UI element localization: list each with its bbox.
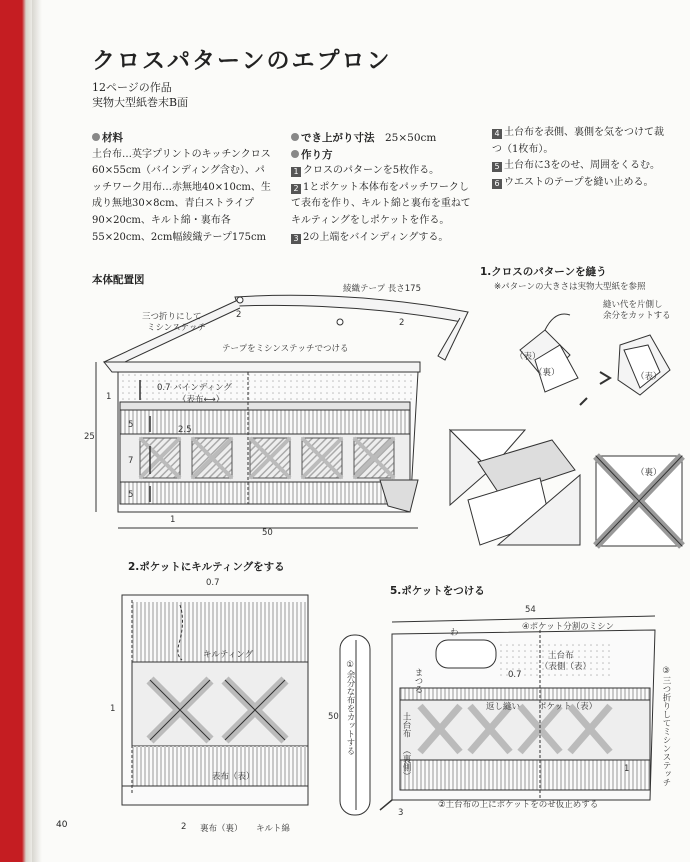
step5-base-back2-label: （裏側） xyxy=(401,746,411,780)
dim-5a: 5 xyxy=(128,420,134,430)
step5-back-stitch-label: 返し縫い xyxy=(486,702,521,712)
step2-back-label: 裏布（裏） xyxy=(200,824,243,834)
step1-diagrams xyxy=(450,314,682,546)
method-step-6: 6 ウエストのテープを縫い止める。 xyxy=(492,175,672,192)
materials-text: 土台布…英字プリントのキッチンクロス60×55cm（バインディング含む）、パッチワーク用布…赤無地40×10cm、生成り無地30×8cm、青白ストライプ90×20cm、キルト綿・裏布各55×20cm、2cm幅綾織テープ175cm xyxy=(92,148,271,243)
dim-2a: 2 xyxy=(236,310,242,320)
main-diagram-title: 本体配置図 xyxy=(92,274,145,286)
step5-dim-3: 3 xyxy=(398,808,404,818)
method-step-1: 1 クロスのパターンを5枚作る。 xyxy=(291,163,471,180)
front-label: （表布⟷） xyxy=(178,395,225,405)
step2-batting-label: キルト綿 xyxy=(256,824,290,834)
step5-pocket-label: ポケット（表） xyxy=(538,702,598,712)
step2-quilting-label: キルティング xyxy=(203,650,254,660)
step5-dim-50: 50 xyxy=(328,712,339,722)
step2-front-label: 表布（表） xyxy=(212,772,255,782)
step1-seam-label: 縫い代を片側し xyxy=(603,300,663,310)
stitch-label: ミシンステッチ xyxy=(147,323,206,333)
step5-base-front2-label: （表側（表） xyxy=(540,662,592,672)
dim-25: 25 xyxy=(84,432,95,442)
dim-1b: 1 xyxy=(170,515,176,525)
tape-stitch-label: テープをミシンステッチでつける xyxy=(222,344,349,354)
method-heading: 作り方 xyxy=(291,147,471,164)
tape-label: 綾織テープ 長さ175 xyxy=(343,284,422,294)
step1-cut-label: 余分をカットする xyxy=(603,311,671,321)
step5-side-stitch-label: ③三つ折りしてミシンステッチ xyxy=(661,666,671,787)
step1-front-label: （表） xyxy=(515,352,541,362)
step1-title: 1.クロスのパターンを縫う xyxy=(480,266,607,278)
step2-dim-2: 2 xyxy=(181,822,187,832)
step5-fold-label: まつる xyxy=(413,668,423,694)
step2-dim-1: 1 xyxy=(110,704,116,714)
materials-heading: 材料 xyxy=(92,130,272,147)
method-step-4: 4 土台布を表側、裏側を気をつけて裁つ（1枚布）。 xyxy=(492,127,664,155)
finished-size: でき上がり寸法 25×50cm xyxy=(291,130,471,147)
step5-dim-54: 54 xyxy=(525,605,536,615)
step5-place-label: ②土台布の上にポケットをのせ仮止めする xyxy=(438,800,599,810)
step5-dim-1: 1 xyxy=(624,764,630,774)
step5-wa-label: わ xyxy=(450,628,459,638)
step2-dim-07: 0.7 xyxy=(206,578,220,588)
step5-pocket-div-label: ④ポケット分割のミシン xyxy=(522,622,614,632)
dim-2-5: 2.5 xyxy=(178,425,192,435)
dim-7: 7 xyxy=(128,456,134,466)
step1-note: ※パターンの大きさは実物大型紙を参照 xyxy=(494,282,646,292)
method-step-2: 2 1とポケット本体布をパッチワークして表布を作り、キルト綿と裏布を重ねてキルティングをしポケットを作る。 xyxy=(291,181,471,226)
step5-cut-label: ①余分な布をカットする xyxy=(345,660,355,755)
method-step-3: 3 2の上端をバインディングする。 xyxy=(291,230,471,247)
intro-page-ref: 12ページの作品 xyxy=(92,81,172,94)
step2-title: 2.ポケットにキルティングをする xyxy=(128,561,285,573)
step5-base-front-label: 土台布 xyxy=(548,651,574,661)
step1-back-label: （裏） xyxy=(534,368,560,378)
method-step-5: 5 土台布に3をのせ、周囲をくるむ。 xyxy=(492,158,672,175)
dim-50: 50 xyxy=(262,528,273,538)
fold-label: 三つ折りにして xyxy=(142,312,202,322)
step1-front2-label: （表） xyxy=(636,372,662,382)
page-number: 40 xyxy=(56,820,68,830)
binding-label: 0.7 バインディング xyxy=(157,383,232,393)
dim-2b: 2 xyxy=(399,318,405,328)
step5-title: 5.ポケットをつける xyxy=(390,585,485,597)
dim-1: 1 xyxy=(106,392,112,402)
intro-pattern-ref: 実物大型紙巻末B面 xyxy=(92,96,189,109)
page-title: クロスパターンのエプロン xyxy=(92,48,392,74)
step5-dim-07: 0.7 xyxy=(508,670,522,680)
step5-diagram xyxy=(340,616,655,815)
step5-base-back-label: 土台布 xyxy=(401,712,411,738)
dim-5b: 5 xyxy=(128,490,134,500)
step1-back2-label: （裏） xyxy=(636,468,662,478)
